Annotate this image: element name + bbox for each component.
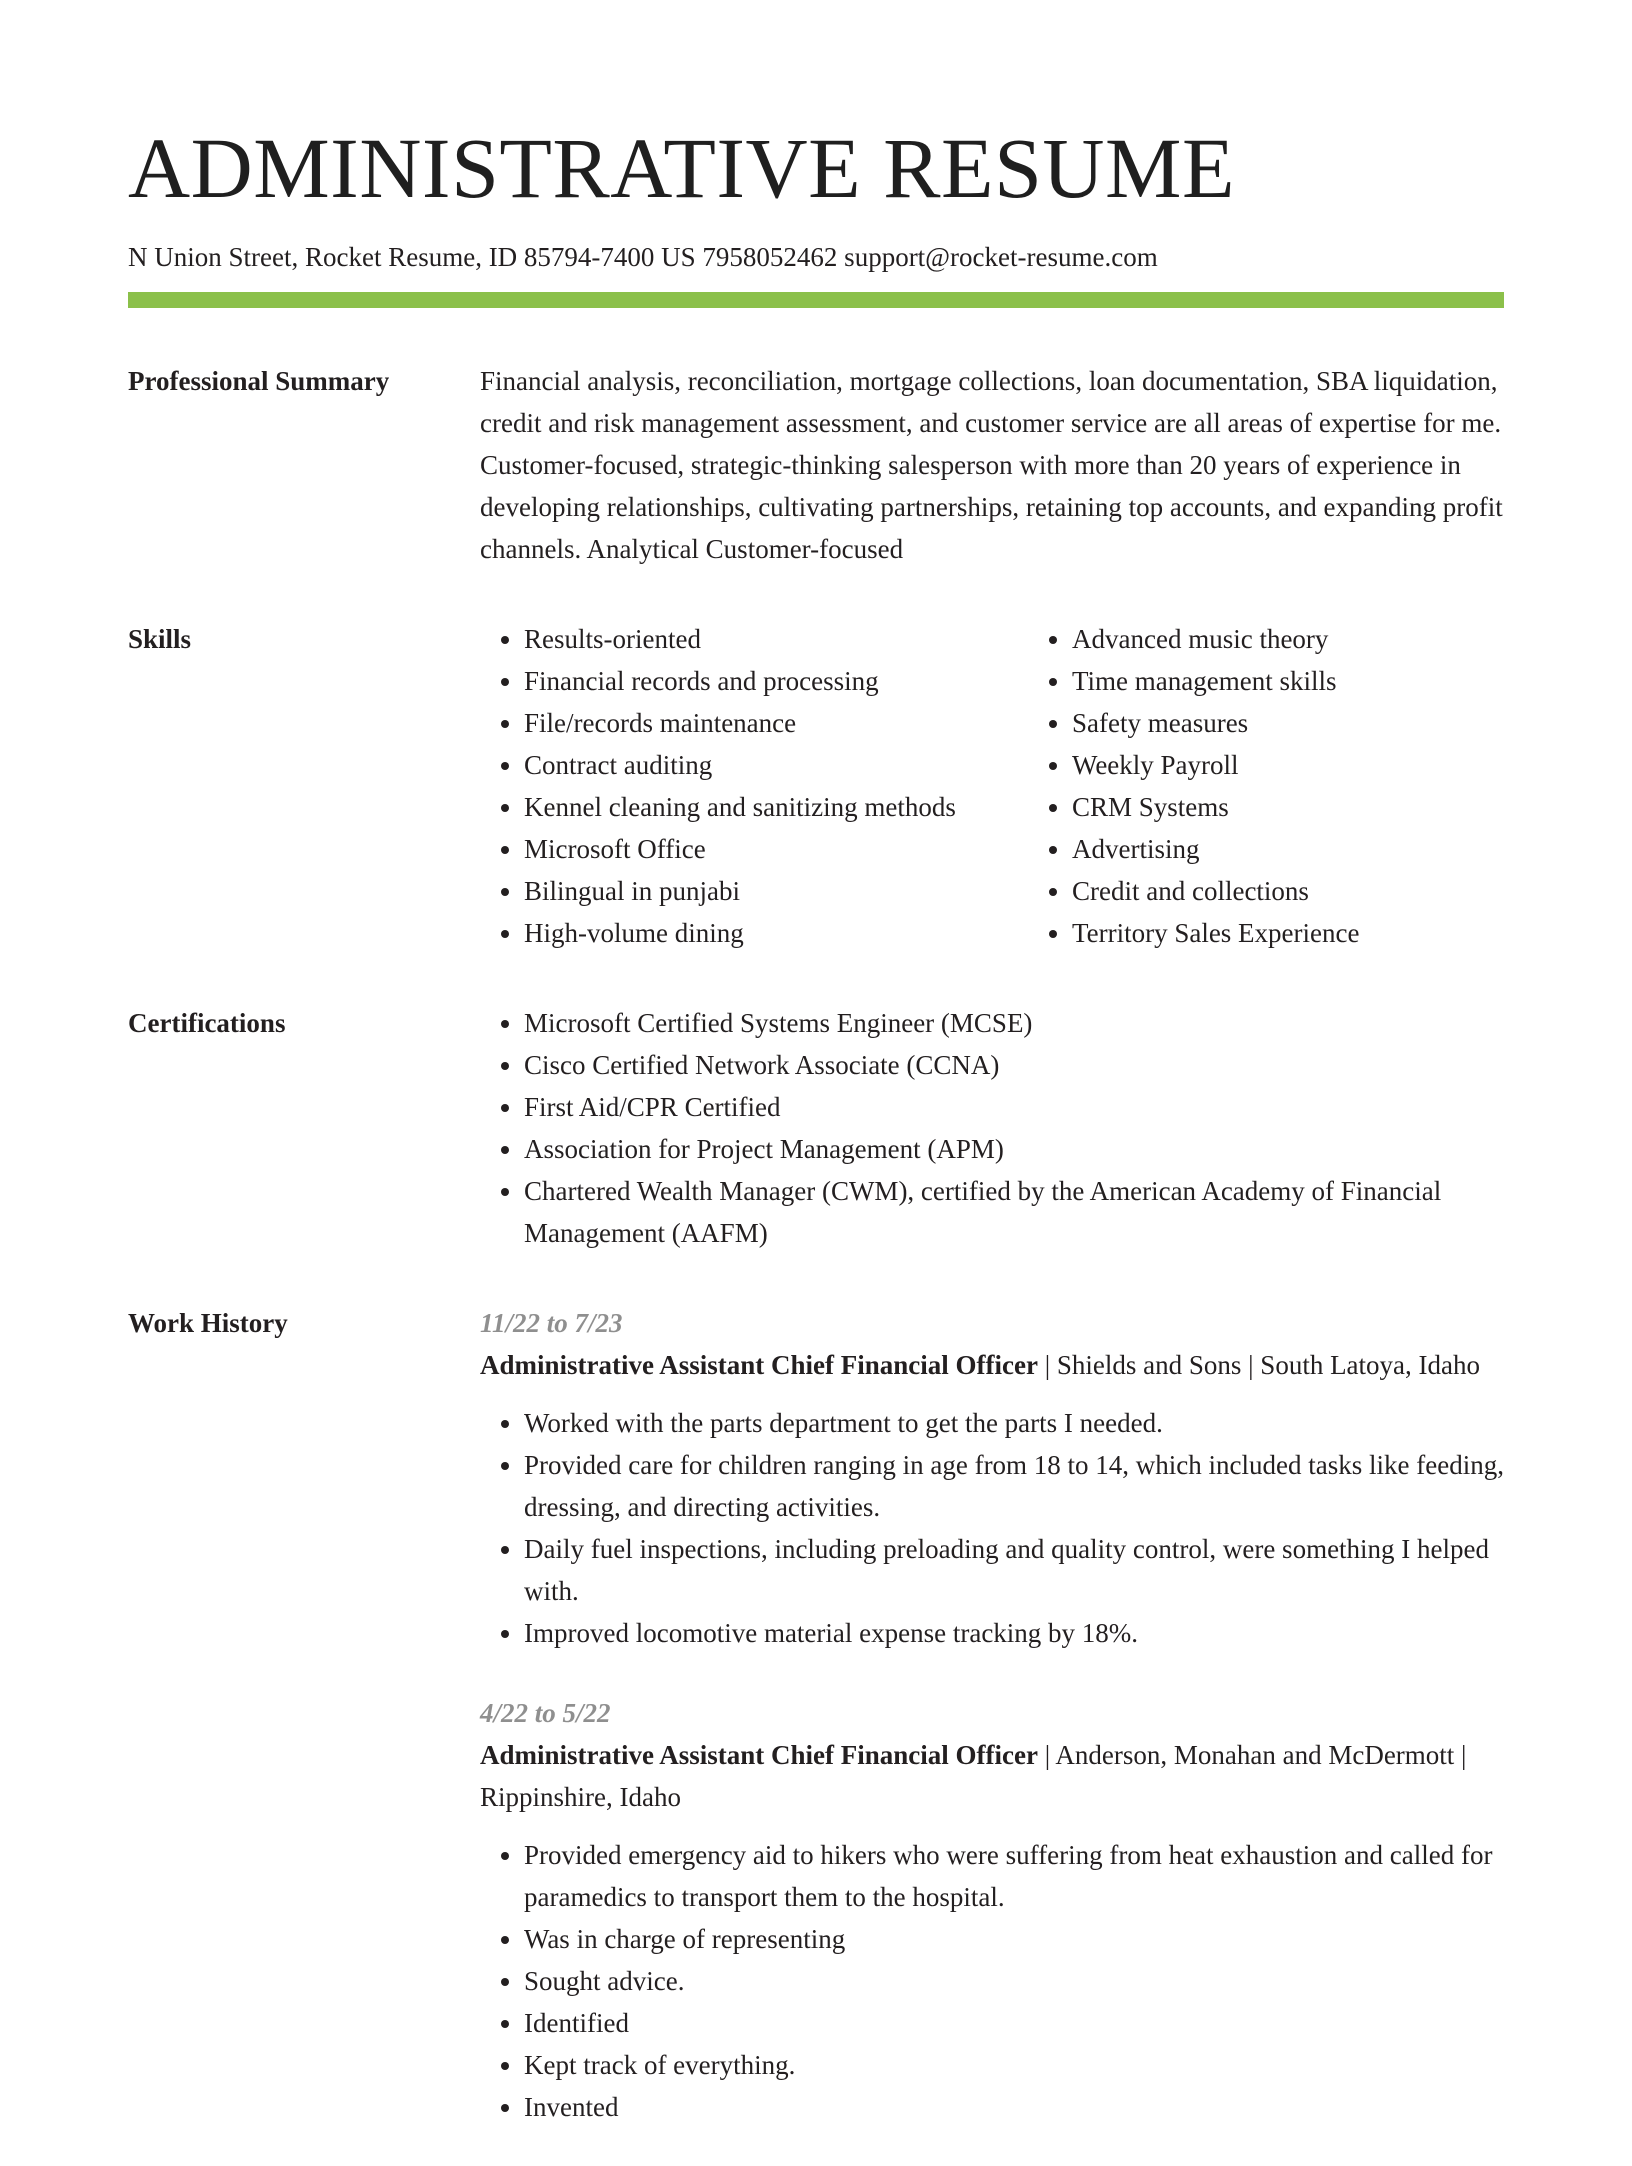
certifications-body xyxy=(480,1002,1504,1254)
job-title: Administrative Assistant Chief Financial Officer xyxy=(480,1740,1038,1770)
job-bullet: • Identified xyxy=(524,2002,1504,2044)
resume-page xyxy=(128,118,1504,2166)
certification-item: • First Aid/CPR Certified xyxy=(524,1086,1504,1128)
job-bullet: • Kept track of everything. xyxy=(524,2044,1504,2086)
certifications-section xyxy=(128,1002,1504,1254)
skill-item: • Weekly Payroll xyxy=(1072,744,1359,786)
skills-list-right xyxy=(1028,618,1359,954)
certification-item: • Association for Project Management (APM) xyxy=(524,1128,1504,1170)
skill-item: • Advanced music theory xyxy=(1072,618,1359,660)
summary-body xyxy=(480,360,1504,570)
skill-item: • Bilingual in punjabi xyxy=(524,870,1028,912)
summary-heading: Professional Summary xyxy=(128,366,390,396)
job-heading xyxy=(480,1734,1504,1818)
job-bullet: • Was in charge of representing xyxy=(524,1918,1504,1960)
skill-item: • Time management skills xyxy=(1072,660,1359,702)
skill-item: • Results-oriented xyxy=(524,618,1028,660)
job-bullet: • Daily fuel inspections, including preloading and quality control, were something I helped with. xyxy=(524,1528,1504,1612)
job-bullet: • Provided emergency aid to hikers who were suffering from heat exhaustion and called for paramedics to transport them to the hospital. xyxy=(524,1834,1504,1918)
skill-item: • Contract auditing xyxy=(524,744,1028,786)
skills-grid xyxy=(480,618,1504,954)
work-history-body xyxy=(480,1302,1504,2166)
skill-item: • Microsoft Office xyxy=(524,828,1028,870)
job-details: | Anderson, Monahan and McDermott | Rippinshire, Idaho xyxy=(480,1740,1467,1812)
job-dates: 4/22 to 5/22 xyxy=(480,1698,611,1728)
skill-item: • File/records maintenance xyxy=(524,702,1028,744)
certifications-list xyxy=(480,1002,1504,1254)
contact-line: N Union Street, Rocket Resume, ID 85794-7400 US 7958052462 support@rocket-resume.com xyxy=(128,242,1158,272)
certification-item: • Microsoft Certified Systems Engineer (MCSE) xyxy=(524,1002,1504,1044)
skill-item: • High-volume dining xyxy=(524,912,1028,954)
job-bullets xyxy=(480,1402,1504,1654)
job-entry xyxy=(480,1302,1504,1654)
skills-heading: Skills xyxy=(128,624,192,654)
job-bullet: • Provided care for children ranging in age from 18 to 14, which included tasks like feeding, dressing, and directing activities. xyxy=(524,1444,1504,1528)
job-details: | Shields and Sons | South Latoya, Idaho xyxy=(1037,1350,1481,1380)
skill-item: • Safety measures xyxy=(1072,702,1359,744)
resume-title: ADMINISTRATIVE RESUME xyxy=(128,120,1235,216)
job-bullet: • Sought advice. xyxy=(524,1960,1504,2002)
skills-body xyxy=(480,618,1504,954)
work-history-heading: Work History xyxy=(128,1308,288,1338)
job-bullet: • Worked with the parts department to get the parts I needed. xyxy=(524,1402,1504,1444)
job-dates: 11/22 to 7/23 xyxy=(480,1308,623,1338)
certification-item: • Chartered Wealth Manager (CWM), certified by the American Academy of Financial Management (AAFM) xyxy=(524,1170,1504,1254)
certification-item: • Cisco Certified Network Associate (CCNA) xyxy=(524,1044,1504,1086)
skills-section xyxy=(128,618,1504,954)
summary-text: Financial analysis, reconciliation, mortgage collections, loan documentation, SBA liquidation, credit and risk management assessment, and customer service are all areas of expertise for me. Customer-focused, strategic-thinking salesperson with more than 20 years of experience in developing relationships, cultivating partnerships, retaining top accounts, and expanding profit channels. Analytical Customer-focused xyxy=(480,366,1503,564)
job-heading xyxy=(480,1344,1504,1386)
job-bullet: • Invented xyxy=(524,2086,1504,2128)
skill-item: • Territory Sales Experience xyxy=(1072,912,1359,954)
skill-item: • Advertising xyxy=(1072,828,1359,870)
skill-item: • Credit and collections xyxy=(1072,870,1359,912)
certifications-heading: Certifications xyxy=(128,1008,286,1038)
job-bullets xyxy=(480,1834,1504,2128)
accent-divider xyxy=(128,292,1504,308)
job-entry xyxy=(480,1692,1504,2128)
skills-list-left xyxy=(480,618,1028,954)
work-history-section xyxy=(128,1302,1504,2166)
skill-item: • Financial records and processing xyxy=(524,660,1028,702)
job-title: Administrative Assistant Chief Financial Officer xyxy=(480,1350,1038,1380)
job-bullet: • Improved locomotive material expense tracking by 18%. xyxy=(524,1612,1504,1654)
skill-item: • Kennel cleaning and sanitizing methods xyxy=(524,786,1028,828)
skill-item: • CRM Systems xyxy=(1072,786,1359,828)
summary-section xyxy=(128,360,1504,570)
